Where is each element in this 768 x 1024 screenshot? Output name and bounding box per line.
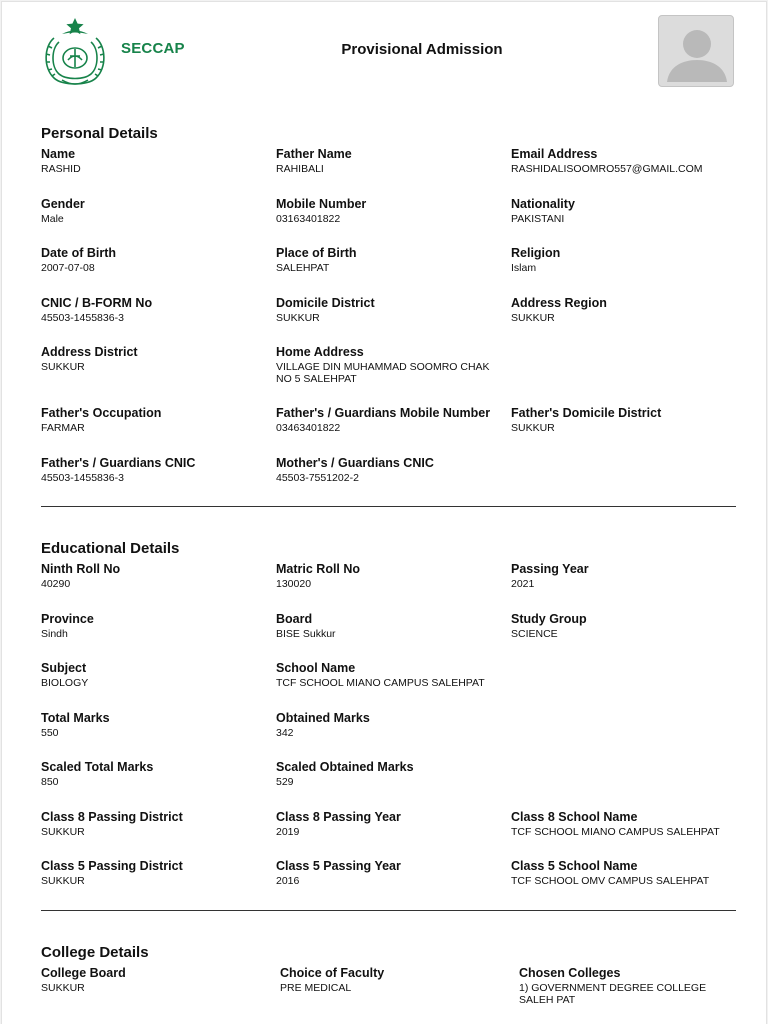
field-board: [276, 610, 511, 660]
field-label: Subject: [41, 661, 87, 675]
field-label: Mobile Number: [276, 196, 367, 211]
field-label: Date of Birth: [41, 246, 116, 260]
field-label: Class 5 Passing Year: [276, 859, 401, 873]
field-school-name: [276, 659, 511, 709]
educational-details-grid: [41, 560, 736, 907]
field-label: Class 5 Passing District: [41, 859, 183, 873]
field-passing-year: [511, 560, 736, 610]
college-details-title: College Details: [41, 944, 149, 961]
field-value: SUKKUR: [41, 875, 85, 887]
field-subject: [41, 659, 276, 709]
field-province: [41, 610, 276, 660]
field-label: Province: [41, 611, 94, 626]
field-religion: [511, 244, 736, 294]
field-value: 03463401822: [276, 422, 341, 434]
field-value: BISE Sukkur: [276, 627, 336, 640]
field-label: College Board: [41, 966, 126, 980]
field-empty: [511, 454, 736, 504]
field-father-name: [276, 145, 511, 195]
field-value: Male: [41, 212, 64, 225]
field-empty: [511, 709, 736, 759]
section-divider: [41, 506, 736, 507]
educational-details-section: [41, 538, 736, 907]
field-label: Passing Year: [511, 562, 589, 576]
field-gender: [41, 195, 276, 245]
college-details-grid: [41, 964, 736, 1014]
field-label: Father's Domicile District: [511, 406, 662, 420]
field-value: 2016: [276, 875, 300, 887]
field-father-cnic: [41, 454, 276, 504]
field-label: Choice of Faculty: [280, 966, 385, 980]
field-label: Father's Occupation: [41, 406, 162, 420]
field-empty: [511, 659, 736, 709]
field-label: Scaled Obtained Marks: [276, 760, 414, 774]
field-label: Address Region: [511, 295, 607, 310]
field-label: Home Address: [276, 345, 364, 359]
field-choice-of-faculty: [280, 964, 519, 1014]
field-value: 342: [276, 726, 294, 739]
field-value: SUKKUR: [276, 311, 320, 324]
field-class8-school-name: [511, 808, 736, 858]
field-label: Class 5 School Name: [511, 859, 638, 873]
field-empty: [511, 758, 736, 808]
field-empty: [511, 343, 736, 404]
field-value: 2021: [511, 578, 535, 590]
field-value: BIOLOGY: [41, 677, 89, 689]
field-class5-passing-year: [276, 857, 511, 907]
field-value: 550: [41, 726, 59, 739]
field-label: Father's / Guardians CNIC: [41, 455, 196, 470]
user-avatar-icon: [658, 15, 734, 87]
field-label: Obtained Marks: [276, 710, 370, 725]
field-value: 45503-1455836-3: [41, 311, 124, 324]
field-class5-school-name: [511, 857, 736, 907]
field-value: 850: [41, 776, 59, 788]
personal-details-section: [41, 123, 736, 503]
brand-name: SECCAP: [121, 40, 185, 57]
field-value: VILLAGE DIN MUHAMMAD SOOMRO CHAK NO 5 SALEHPAT: [276, 361, 490, 385]
field-address-district: [41, 343, 276, 404]
field-scaled-total-marks: [41, 758, 276, 808]
document-title: Provisional Admission: [341, 41, 503, 58]
personal-details-grid: [41, 145, 736, 503]
field-obtained-marks: [276, 709, 511, 759]
field-value: 45503-1455836-3: [41, 471, 124, 484]
section-divider: [41, 910, 736, 911]
field-class8-passing-year: [276, 808, 511, 858]
field-date-of-birth: [41, 244, 276, 294]
field-label: Place of Birth: [276, 246, 357, 260]
field-college-board: [41, 964, 280, 1014]
personal-details-title: Personal Details: [41, 125, 158, 142]
field-value: TCF SCHOOL OMV CAMPUS SALEHPAT: [511, 875, 710, 887]
field-label: Ninth Roll No: [41, 562, 121, 576]
field-value: SUKKUR: [41, 982, 85, 994]
field-label: Study Group: [511, 611, 587, 626]
college-details-section: [41, 942, 736, 1014]
field-value: 1) GOVERNMENT DEGREE COLLEGE SALEH PAT: [519, 982, 707, 1006]
field-value: SUKKUR: [41, 361, 85, 373]
field-value: RAHIBALI: [276, 163, 324, 175]
field-value: PAKISTANI: [511, 212, 565, 225]
field-label: Class 8 Passing Year: [276, 809, 401, 824]
field-value: Sindh: [41, 627, 68, 640]
field-value: PRE MEDICAL: [280, 982, 352, 994]
field-label: Mother's / Guardians CNIC: [276, 455, 434, 470]
field-label: CNIC / B-FORM No: [41, 295, 153, 310]
seal-logo-icon: [40, 16, 110, 90]
field-nationality: [511, 195, 736, 245]
field-value: 2019: [276, 825, 300, 838]
field-email-address: [511, 145, 736, 195]
field-chosen-colleges: [519, 964, 736, 1014]
field-class8-passing-district: [41, 808, 276, 858]
field-value: SUKKUR: [511, 311, 555, 324]
field-value: SUKKUR: [41, 825, 85, 838]
field-value: RASHIDALISOOMRO557@GMAIL.COM: [511, 163, 703, 175]
field-total-marks: [41, 709, 276, 759]
field-label: Nationality: [511, 196, 575, 211]
field-value: SCIENCE: [511, 627, 558, 640]
field-label: Scaled Total Marks: [41, 760, 154, 774]
field-class5-passing-district: [41, 857, 276, 907]
field-label: Class 8 Passing District: [41, 809, 183, 824]
field-ninth-roll-no: [41, 560, 276, 610]
field-father-domicile: [511, 404, 736, 454]
field-value: 2007-07-08: [41, 262, 95, 274]
field-mobile-number: [276, 195, 511, 245]
field-mother-cnic: [276, 454, 511, 504]
field-value: TCF SCHOOL MIANO CAMPUS SALEHPAT: [276, 677, 485, 689]
field-value: 03163401822: [276, 212, 341, 225]
field-label: Father's / Guardians Mobile Number: [276, 406, 491, 420]
admission-page: [1, 1, 767, 1024]
field-label: Board: [276, 611, 313, 626]
field-label: Matric Roll No: [276, 562, 361, 576]
field-matric-roll-no: [276, 560, 511, 610]
field-value: 40290: [41, 578, 71, 590]
field-label: Email Address: [511, 147, 598, 161]
field-value: SUKKUR: [511, 422, 555, 434]
field-home-address: [276, 343, 511, 404]
field-label: Address District: [41, 345, 138, 359]
field-label: Class 8 School Name: [511, 809, 638, 824]
field-label: Gender: [41, 196, 85, 211]
field-scaled-obtained-marks: [276, 758, 511, 808]
field-cnic: [41, 294, 276, 344]
field-label: Father Name: [276, 147, 352, 161]
field-domicile-district: [276, 294, 511, 344]
field-value: SALEHPAT: [276, 262, 330, 274]
field-value: 45503-7551202-2: [276, 471, 359, 484]
field-value: TCF SCHOOL MIANO CAMPUS SALEHPAT: [511, 825, 720, 838]
field-value: 529: [276, 776, 294, 788]
field-label: Name: [41, 147, 76, 161]
educational-details-title: Educational Details: [41, 540, 180, 557]
field-place-of-birth: [276, 244, 511, 294]
document-header: [2, 2, 767, 102]
field-study-group: [511, 610, 736, 660]
field-value: RASHID: [41, 163, 81, 175]
field-label: Domicile District: [276, 295, 375, 310]
field-father-mobile: [276, 404, 511, 454]
field-label: Total Marks: [41, 710, 110, 725]
field-address-region: [511, 294, 736, 344]
field-value: 130020: [276, 578, 312, 590]
field-label: Chosen Colleges: [519, 966, 621, 980]
field-value: Islam: [511, 262, 537, 274]
field-label: Religion: [511, 246, 561, 260]
field-value: FARMAR: [41, 422, 85, 434]
field-label: School Name: [276, 661, 356, 675]
field-father-occupation: [41, 404, 276, 454]
field-name: [41, 145, 276, 195]
